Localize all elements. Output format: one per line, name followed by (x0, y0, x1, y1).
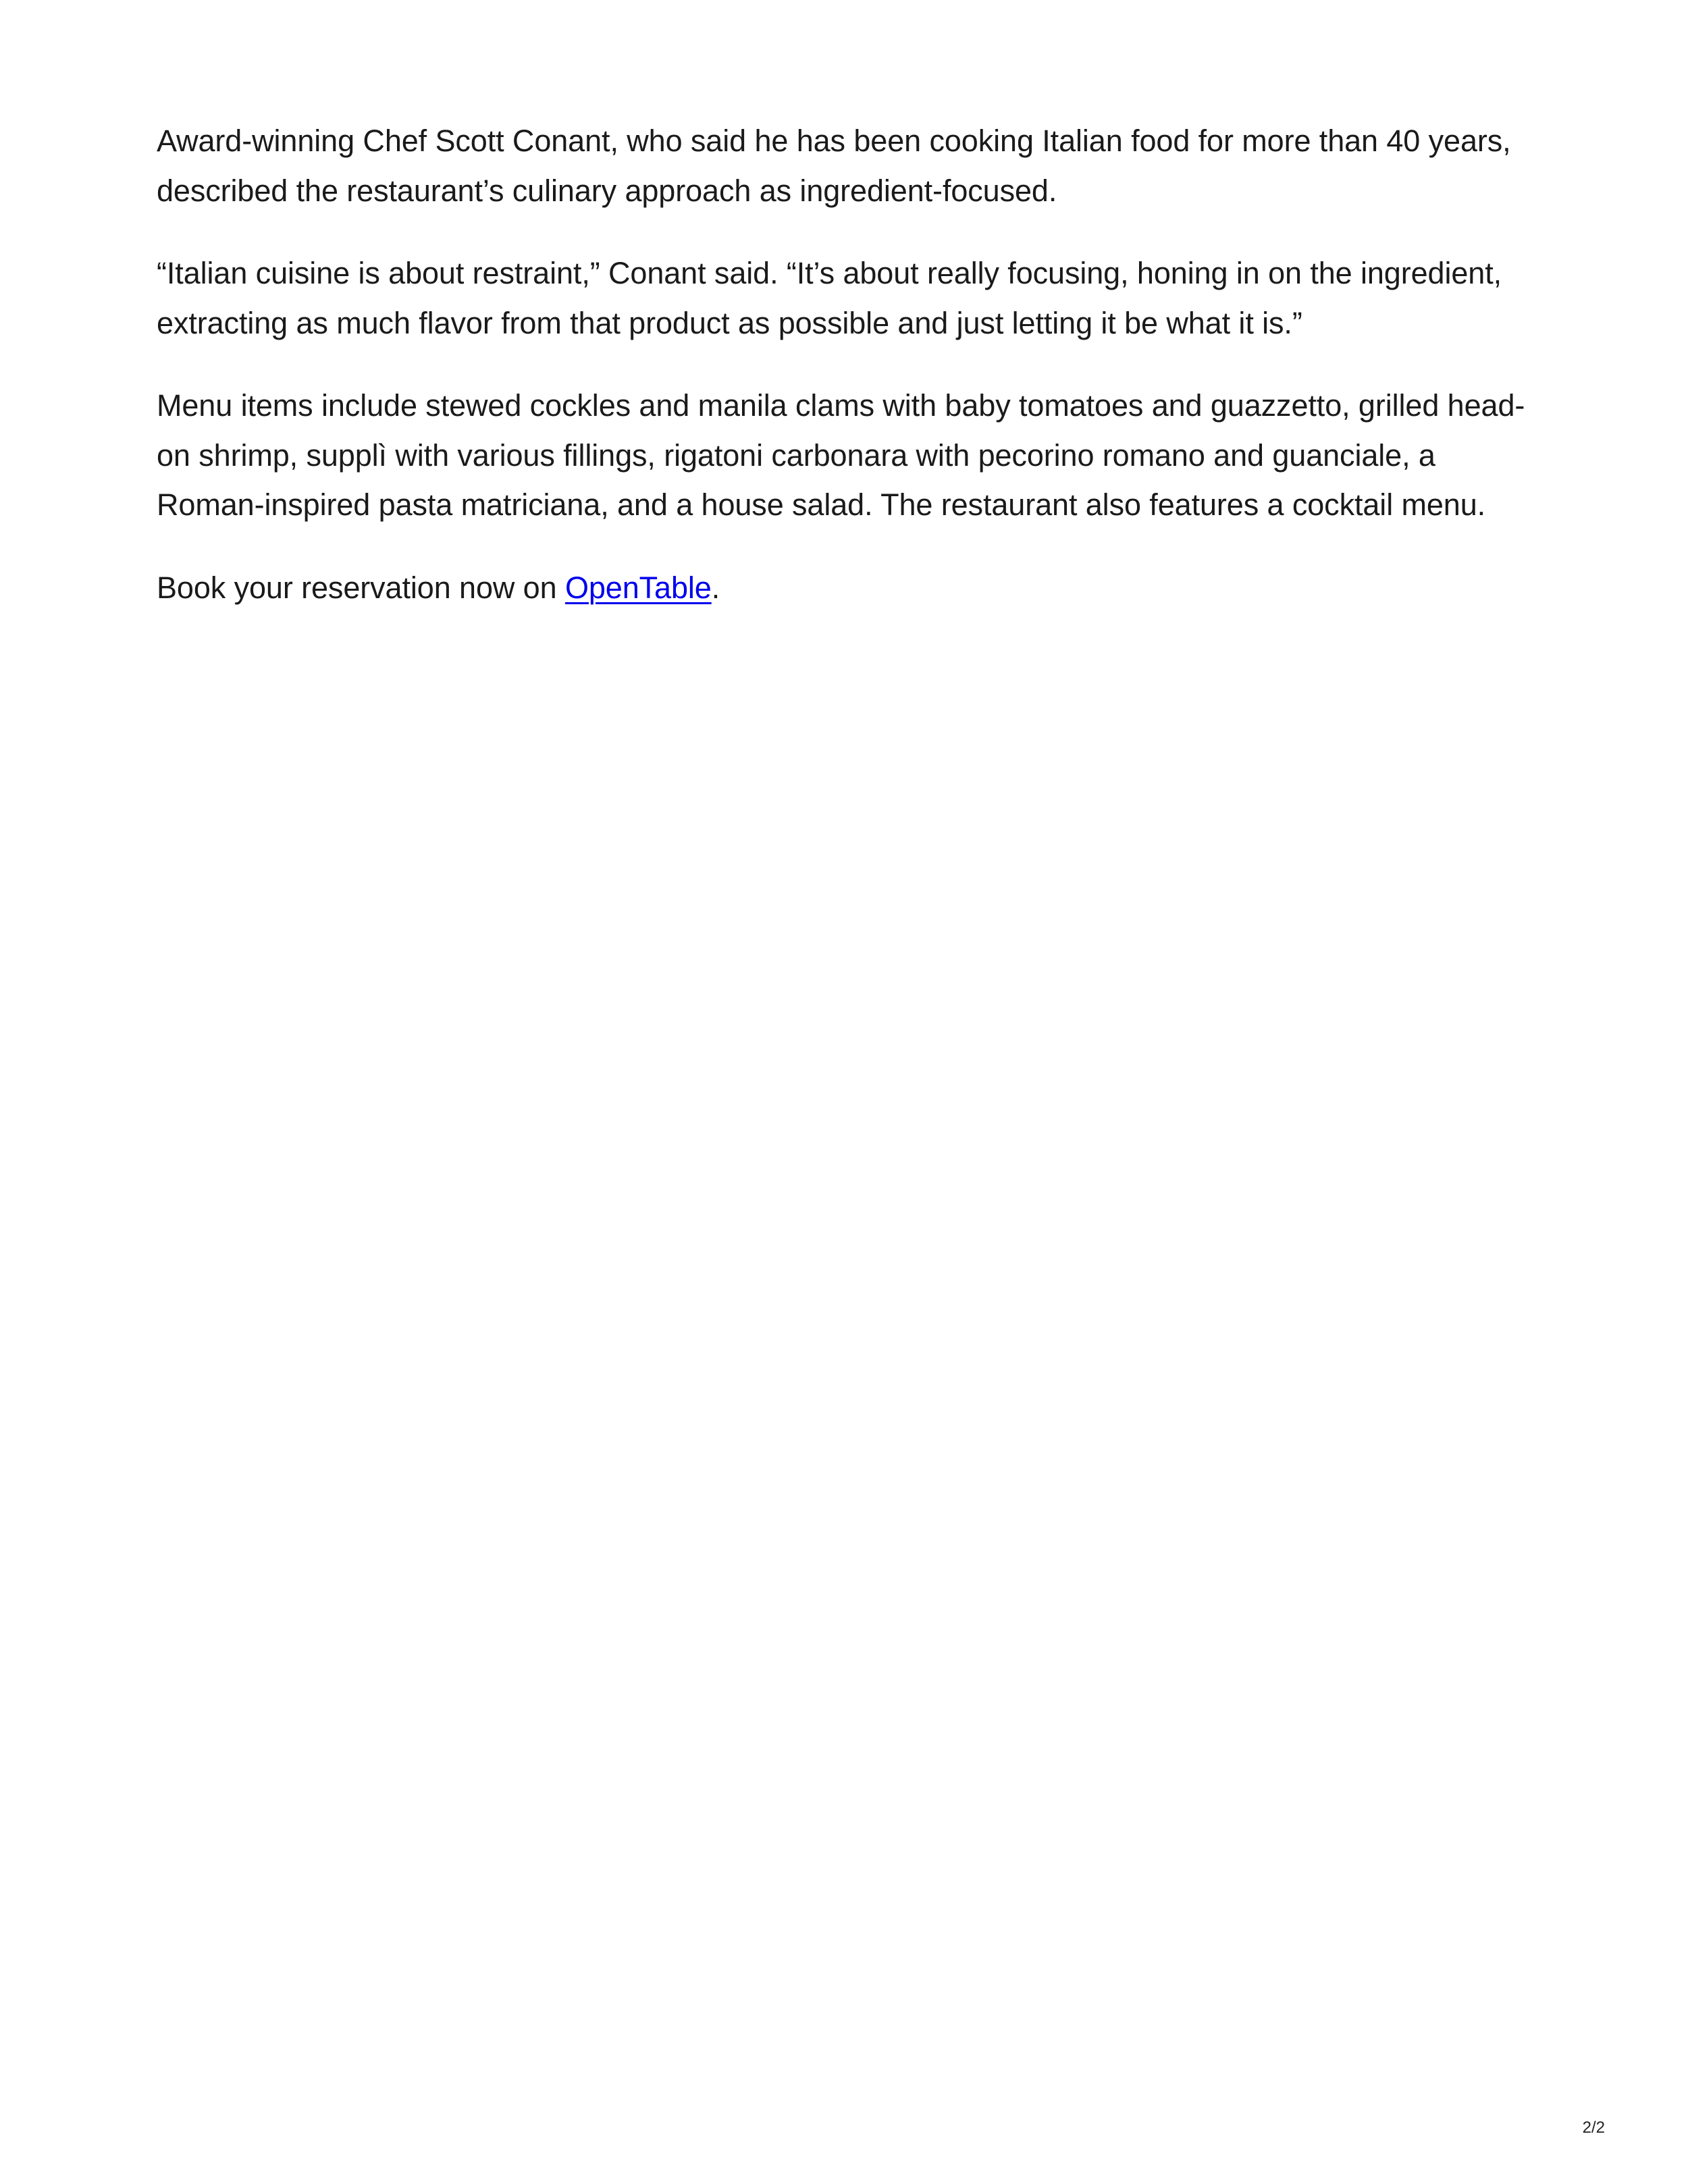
page-number: 2/2 (1582, 2119, 1605, 2137)
paragraph-menu-items: Menu items include stewed cockles and manila clams with baby tomatoes and guazzetto, grilled head-on shrimp, supplì with various fillings, rigatoni carbonara with pecorino romano and guanciale, a Roman-inspired pasta matriciana, and a house salad. The restaurant also features a cocktail menu. (157, 388, 1525, 522)
article-body (157, 116, 1534, 645)
booking-prefix: Book your reservation now on (157, 570, 565, 605)
opentable-link[interactable]: OpenTable (564, 570, 712, 605)
paragraph-booking (157, 563, 1534, 613)
paragraph-chef-quote: “Italian cuisine is about restraint,” Conant said. “It’s about really focusing, honing in on the ingredient, extracting as much flavor from that product as possible and just letting it be what it is.” (157, 256, 1502, 340)
booking-suffix: . (711, 570, 720, 605)
paragraph-chef-intro: Award-winning Chef Scott Conant, who said he has been cooking Italian food for more than 40 years, described the restaurant’s culinary approach as ingredient-focused. (157, 124, 1511, 208)
